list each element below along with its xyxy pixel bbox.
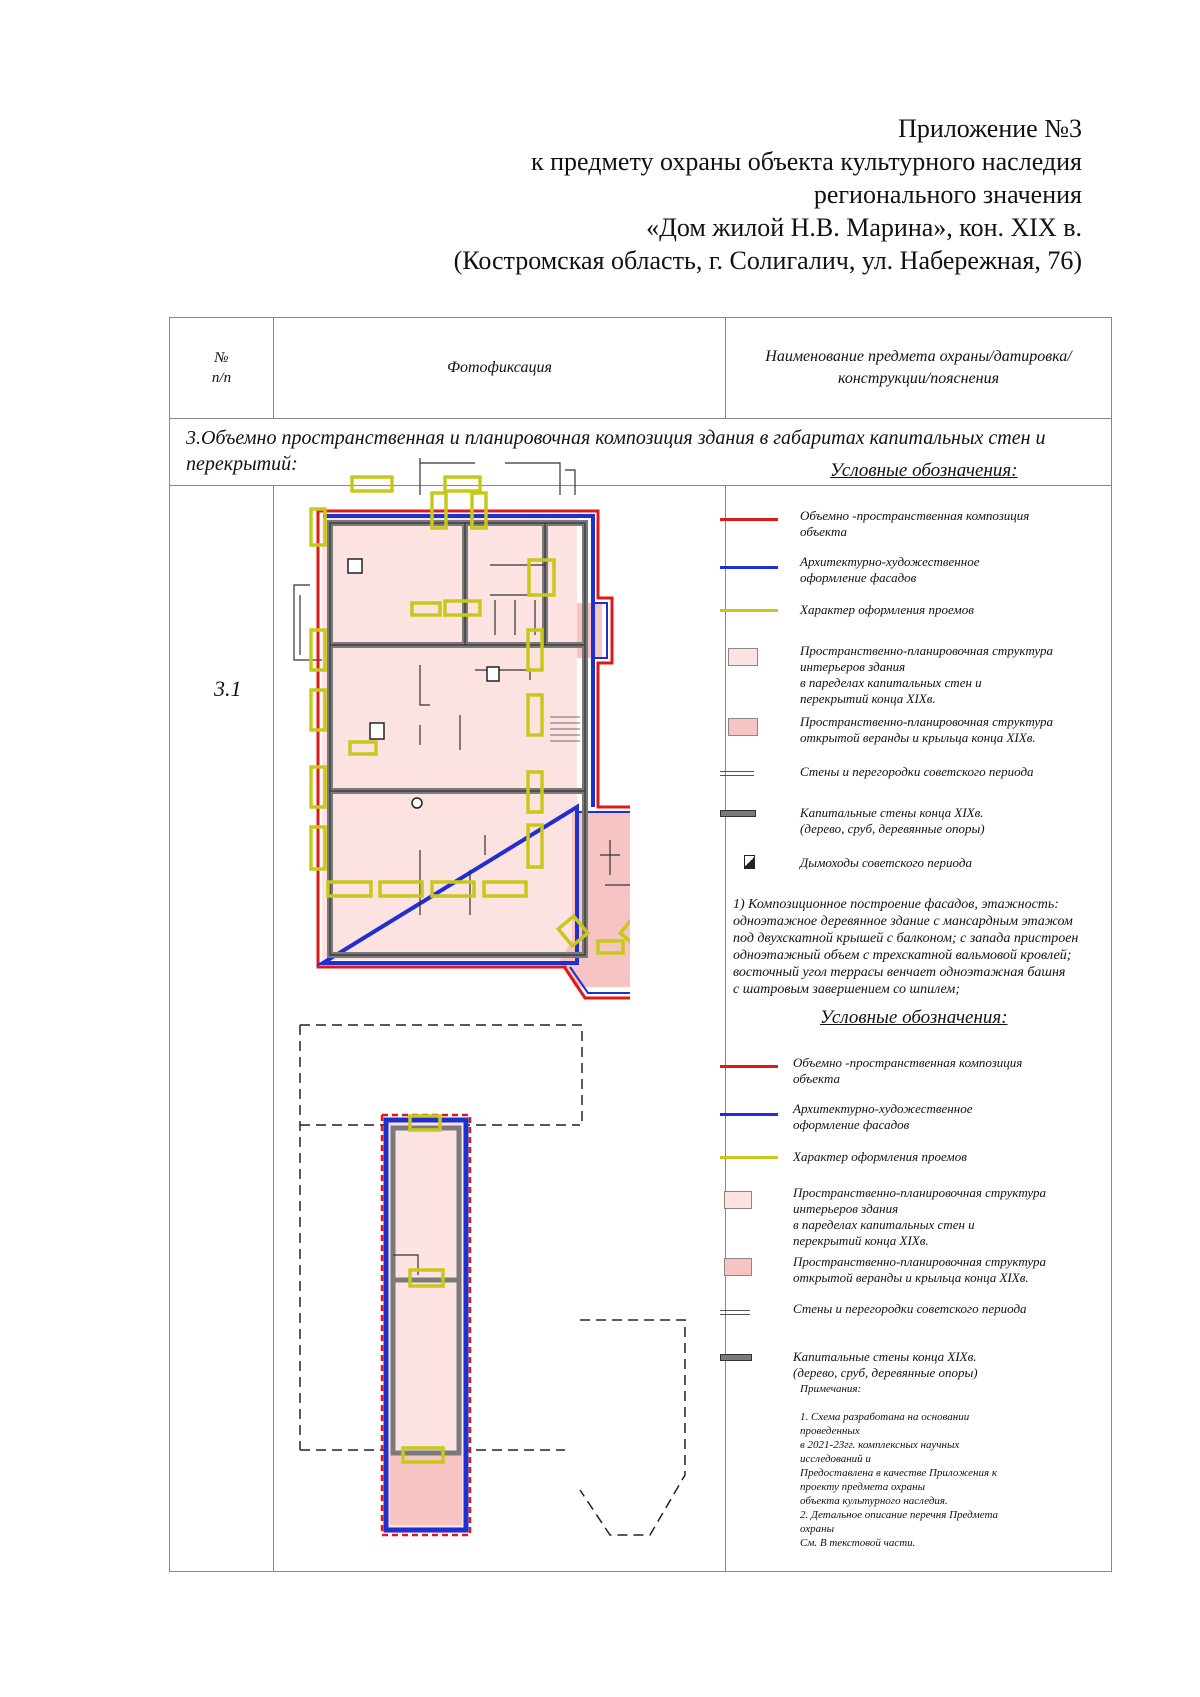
legend-text: Капитальные стены конца XIXв. (дерево, сруб, деревянные опоры) (793, 1349, 978, 1380)
legend-1 (720, 460, 1110, 883)
double-line-icon (720, 1310, 750, 1315)
legend-text: Объемно -пространственная композиция объекта (800, 508, 1030, 539)
header-line-4: «Дом жилой Н.В. Марина», кон. XIX в. (646, 213, 1082, 242)
light-pink-swatch-icon (724, 1191, 752, 1209)
dark-pink-swatch-icon (724, 1258, 752, 1276)
legend-text: Капитальные стены конца XIXв. (дерево, сруб, деревянные опоры) (800, 805, 985, 836)
col-photo-header: Фотофиксация (274, 318, 726, 419)
yellow-line-icon (720, 609, 778, 612)
notes: Примечания: 1. Схема разработана на основании проведенных в 2021-23гг. комплексных научных исследований и Предоставлена в качестве Приложения к проекту предмета охраны объекта культурного наследия. 2. Детальное описание перечня Предмета охраны См. В текстовой части. (800, 1383, 999, 1549)
appendix-header (322, 112, 1082, 277)
legend-text: Характер оформления проемов (793, 1149, 967, 1164)
col-name-header: Наименование предмета охраны/датировка/ конструкции/пояснения (726, 318, 1112, 419)
double-line-icon (720, 771, 754, 776)
gray-wall-icon (720, 1354, 752, 1361)
light-pink-swatch-icon (728, 648, 758, 666)
legend-text: Стены и перегородки советского периода (800, 764, 1034, 779)
legend-text: Пространственно-планировочная структура интерьеров здания в паределах капитальных стен и перекрытий конца XIXв. (793, 1185, 1046, 1248)
header-line-2: к предмету охраны объекта культурного наследия (530, 147, 1082, 176)
header-line-5: (Костромская область, г. Солигалич, ул. Набережная, 76) (453, 246, 1082, 275)
red-line-icon (720, 518, 778, 521)
red-line-icon (720, 1065, 778, 1068)
legend-text: Пространственно-планировочная структура открытой веранды и крыльца конца XIXв. (800, 714, 1053, 745)
legend-2 (720, 1007, 1110, 1380)
legend-text: Стены и перегородки советского периода (793, 1301, 1027, 1316)
row-number: 3.1 (170, 486, 274, 1572)
table-header-row (170, 318, 1112, 419)
blue-line-icon (720, 1113, 778, 1116)
header-line-1: Приложение №3 (898, 114, 1082, 143)
composition-description: 1) Композиционное построение фасадов, этажность: одноэтажное деревянное здание с мансардным этажом под двухскатной крышей с балконом; с запада пристроен одноэтажный объем с трехскатной вальмовой кровлей; восточный угол террасы венчает одноэтажная башня с шатровым завершением со шпилем; (733, 897, 1079, 997)
chimney-icon (744, 855, 755, 869)
legend-text: Объемно -пространственная композиция объекта (793, 1055, 1023, 1086)
legend-text: Архитектурно-художественное оформление фасадов (793, 1101, 973, 1132)
legend-text: Пространственно-планировочная структура интерьеров здания в паределах капитальных стен и перекрытий конца XIXв. (800, 643, 1053, 706)
legend-2-title: Условные обозначения: (820, 1007, 1008, 1028)
dark-pink-swatch-icon (728, 718, 758, 736)
attic-floor-plan (290, 1020, 690, 1540)
header-line-3: регионального значения (813, 180, 1082, 209)
legend-text: Характер оформления проемов (800, 602, 974, 617)
legend-text: Дымоходы советского периода (800, 855, 972, 870)
legend-text: Пространственно-планировочная структура открытой веранды и крыльца конца XIXв. (793, 1254, 1046, 1285)
yellow-line-icon (720, 1156, 778, 1159)
section-title: 3.Объемно пространственная и планировочная композиция здания в габаритах капитальных стен и перекрытий: (170, 419, 1112, 486)
legend-1-title: Условные обозначения: (830, 460, 1018, 481)
gray-wall-icon (720, 810, 756, 817)
legend-text: Архитектурно-художественное оформление фасадов (800, 554, 980, 585)
blue-line-icon (720, 566, 778, 569)
col-no-header: № п/п (170, 318, 274, 419)
ground-floor-plan (280, 455, 630, 1010)
